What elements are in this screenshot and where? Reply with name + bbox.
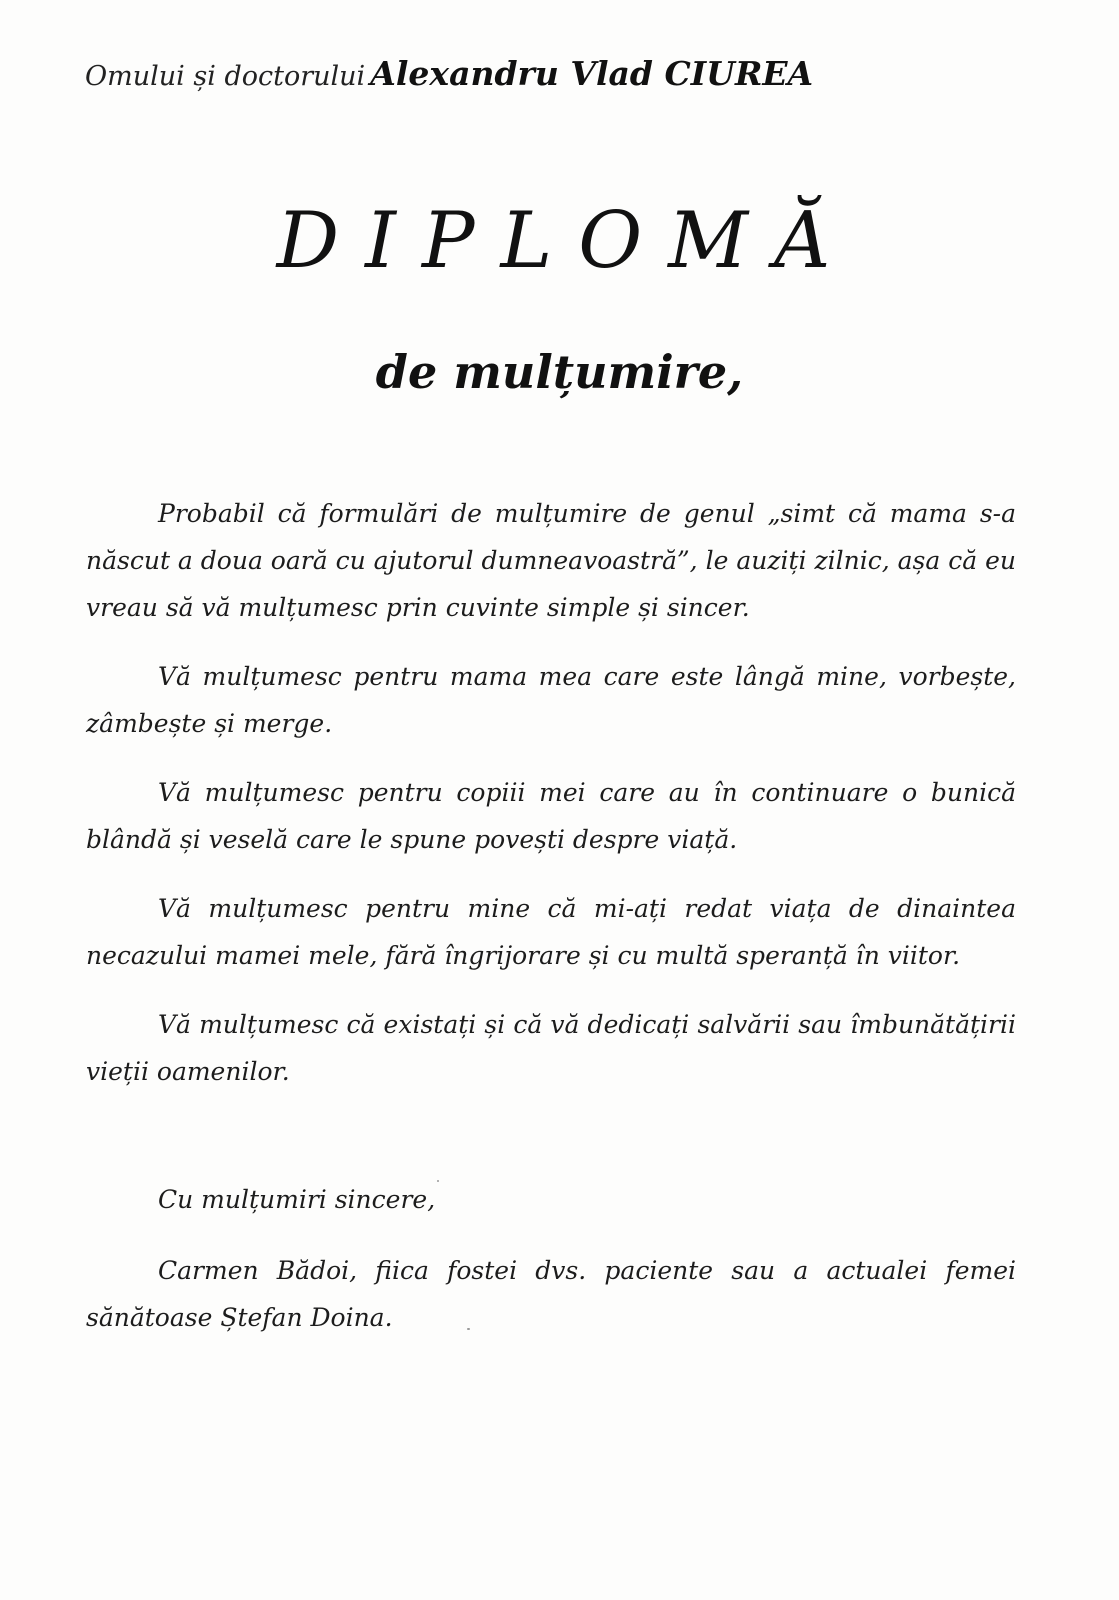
scan-speck xyxy=(467,1328,470,1330)
body-paragraph: Probabil că formulări de mulțumire de genul „simt că mama s-a născut a doua oară cu ajutorul dumneavoastră”, le auziți zilnic, așa că eu vreau să vă mulțumesc prin cuvinte simple și sincer. xyxy=(86,499,1016,622)
letter-closing xyxy=(86,1176,1016,1365)
body-paragraph: Vă mulțumesc că existați și că vă dedicați salvării sau îmbunătățirii vieții oamenilor. xyxy=(86,1010,1016,1086)
dedication-lead: Omului și doctorului xyxy=(85,61,366,92)
body-paragraph: Vă mulțumesc pentru copiii mei care au în continuare o bunică blândă și veselă care le spune povești despre viață. xyxy=(86,778,1016,854)
body-paragraph: Vă mulțumesc pentru mine că mi-ați redat viața de dinaintea necazului mamei mele, fără îngrijorare și cu multă speranță în viitor. xyxy=(86,894,1016,970)
diploma-subtitle: de mulțumire, xyxy=(375,345,744,399)
body-paragraph: Vă mulțumesc pentru mama mea care este lângă mine, vorbește, zâmbește și merge. xyxy=(86,662,1016,738)
closing-salutation: Cu mulțumiri sincere, xyxy=(158,1185,436,1214)
dedication-recipient-name: Alexandru Vlad CIUREA xyxy=(370,54,814,93)
diploma-title: DIPLOMĂ xyxy=(276,196,857,286)
closing-signature: Carmen Bădoi, fiica fostei dvs. paciente sau a actualei femei sănătoase Ștefan Doina. xyxy=(86,1256,1016,1332)
letter-body xyxy=(86,490,1016,1117)
scan-speck xyxy=(437,1180,439,1182)
dedication-line xyxy=(85,54,813,93)
